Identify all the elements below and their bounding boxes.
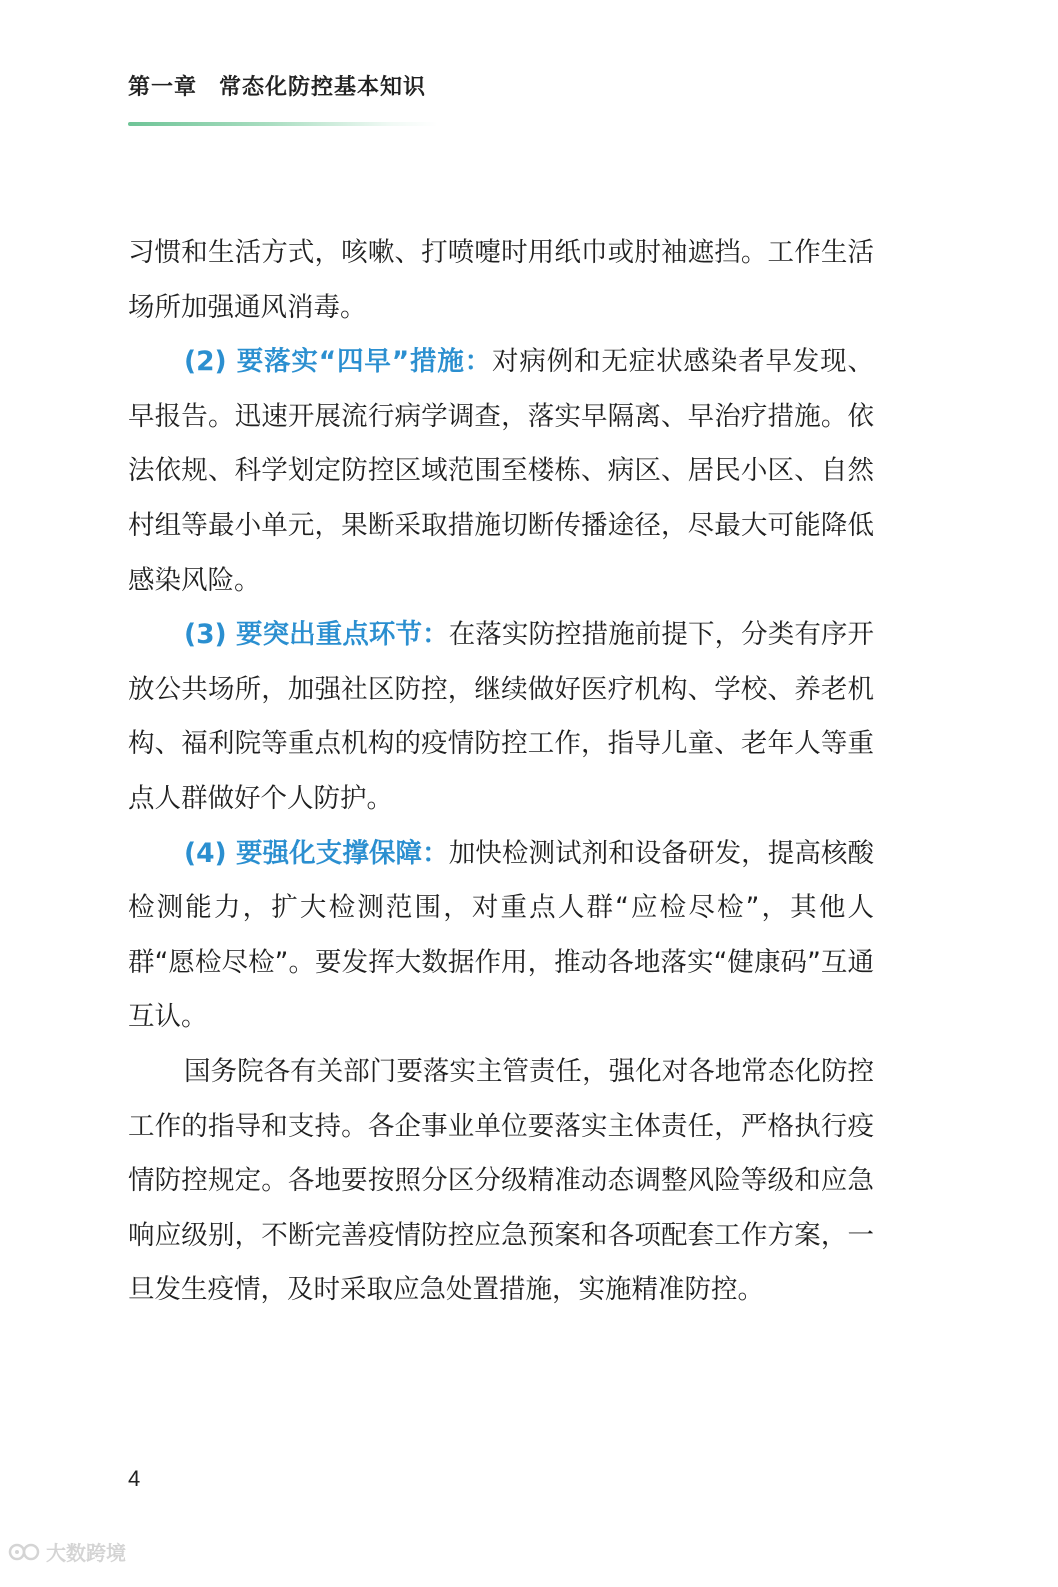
- paragraph-3-text: 在落实防控措施前提下，分类有序开放公共场所，加强社区防控，继续做好医疗机构、学校、养老机构、福利院等重点机构的疫情防控工作，指导儿童、老年人等重点人群做好个人防护。: [128, 619, 875, 814]
- chapter-title: 常态化防控基本知识: [219, 75, 427, 100]
- watermark-text: 大数跨境: [46, 1541, 126, 1565]
- paragraph-1-text: 习惯和生活方式，咳嗽、打喷嚏时用纸巾或肘袖遮挡。工作生活场所加强通风消毒。: [128, 237, 874, 323]
- header-divider: [128, 122, 438, 126]
- chapter-label: 第一章: [128, 75, 198, 100]
- paragraph-2-lead: (2) 要落实“四早”措施：: [184, 346, 493, 378]
- paragraph-4-lead: (4) 要强化支撑保障：: [184, 837, 449, 869]
- paragraph-5-text: 国务院各有关部门要落实主管责任，强化对各地常态化防控工作的指导和支持。各企事业单位要落实主体责任，严格执行疫情防控规定。各地要按照分区分级精准动态调整风险等级和应急响应级别，不断完善疫情防控应急预案和各项配套工作方案，一旦发生疫情，及时采取应急处置措施，实施精准防控。: [128, 1055, 874, 1306]
- body-text: [128, 226, 874, 1318]
- watermark: [8, 1537, 126, 1566]
- chapter-header: [128, 70, 426, 101]
- paragraph-2: [128, 335, 874, 608]
- paragraph-3: [128, 608, 874, 826]
- paragraph-4-text: 加快检测试剂和设备研发，提高核酸检测能力，扩大检测范围，对重点人群“应检尽检”，其他人群“愿检尽检”。要发挥大数据作用，推动各地落实“健康码”互通互认。: [128, 837, 875, 1033]
- brand-logo-icon: [8, 1542, 42, 1562]
- paragraph-2-text: 对病例和无症状感染者早发现、早报告。迅速开展流行病学调查，落实早隔离、早治疗措施。依法依规、科学划定防控区域范围至楼栋、病区、居民小区、自然村组等最小单元，果断采取措施切断传播途径，尽最大可能降低感染风险。: [128, 346, 874, 596]
- paragraph-3-lead: (3) 要突出重点环节：: [184, 619, 449, 651]
- paragraph-5: [128, 1045, 874, 1318]
- page-number: 4: [128, 1466, 141, 1491]
- paragraph-1: [128, 226, 874, 335]
- paragraph-4: [128, 827, 874, 1045]
